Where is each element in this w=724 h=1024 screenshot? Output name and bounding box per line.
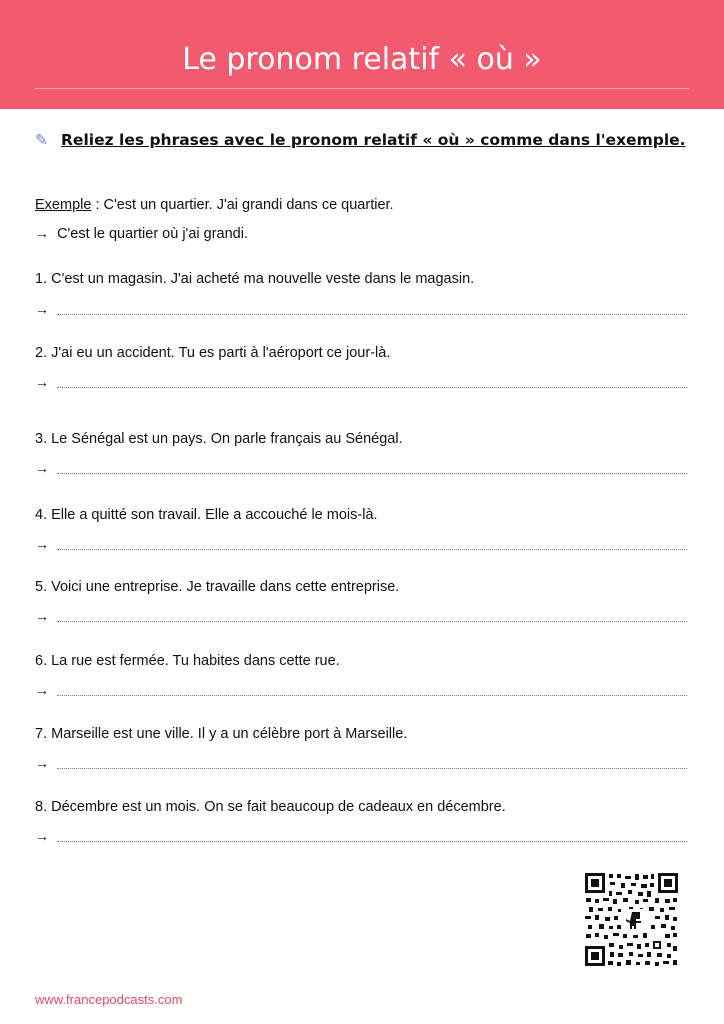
answer-line[interactable]	[35, 827, 687, 845]
dotted-answer-field[interactable]	[57, 621, 687, 622]
arrow-icon: →	[35, 682, 49, 698]
exercise-prompt: 5. Voici une entreprise. Je travaille dans cette entreprise.	[35, 579, 400, 595]
qr-code-icon[interactable]	[583, 871, 680, 968]
dotted-answer-field[interactable]	[57, 841, 687, 842]
exercise-prompt: 1. C'est un magasin. J'ai acheté ma nouvelle veste dans le magasin.	[35, 271, 475, 287]
page-title: Le pronom relatif « où »	[182, 42, 542, 77]
arrow-icon: →	[35, 374, 49, 390]
arrow-icon: →	[35, 460, 49, 476]
example-text: : C'est un quartier. J'ai grandi dans ce quartier.	[91, 197, 394, 213]
instruction-text: Reliez les phrases avec le pronom relatif « où » comme dans l'exemple.	[61, 131, 686, 149]
footer-website-link[interactable]: www.francepodcasts.com	[35, 992, 183, 1007]
arrow-icon: →	[35, 755, 49, 771]
dotted-answer-field[interactable]	[57, 549, 687, 550]
answer-line[interactable]	[35, 373, 687, 391]
exercise-prompt: 4. Elle a quitté son travail. Elle a accouché le mois-là.	[35, 507, 378, 523]
exercise-prompt: 2. J'ai eu un accident. Tu es parti à l'aéroport ce jour-là.	[35, 345, 391, 361]
answer-line[interactable]	[35, 459, 687, 477]
arrow-icon: →	[35, 608, 49, 624]
answer-line[interactable]	[35, 300, 687, 318]
header-divider	[35, 88, 689, 89]
dotted-answer-field[interactable]	[57, 473, 687, 474]
dotted-answer-field[interactable]	[57, 695, 687, 696]
exercise-prompt: 3. Le Sénégal est un pays. On parle français au Sénégal.	[35, 431, 403, 447]
example-answer	[35, 224, 248, 243]
arrow-icon: →	[35, 225, 49, 241]
arrow-icon: →	[35, 828, 49, 844]
example-sentence	[35, 196, 394, 214]
instruction	[35, 131, 686, 149]
arrow-icon: →	[35, 301, 49, 317]
dotted-answer-field[interactable]	[57, 768, 687, 769]
answer-line[interactable]	[35, 535, 687, 553]
answer-line[interactable]	[35, 681, 687, 699]
dotted-answer-field[interactable]	[57, 387, 687, 388]
answer-line[interactable]	[35, 607, 687, 625]
header-banner	[0, 0, 724, 109]
example-label: Exemple	[35, 197, 92, 213]
exercise-prompt: 8. Décembre est un mois. On se fait beaucoup de cadeaux en décembre.	[35, 799, 506, 815]
pencil-icon: ✎	[35, 131, 48, 149]
exercise-prompt: 6. La rue est fermée. Tu habites dans cette rue.	[35, 653, 340, 669]
exercise-prompt: 7. Marseille est une ville. Il y a un célèbre port à Marseille.	[35, 726, 408, 742]
answer-line[interactable]	[35, 754, 687, 772]
arrow-icon: →	[35, 536, 49, 552]
dotted-answer-field[interactable]	[57, 314, 687, 315]
example-answer-text: C'est le quartier où j'ai grandi.	[57, 226, 248, 242]
